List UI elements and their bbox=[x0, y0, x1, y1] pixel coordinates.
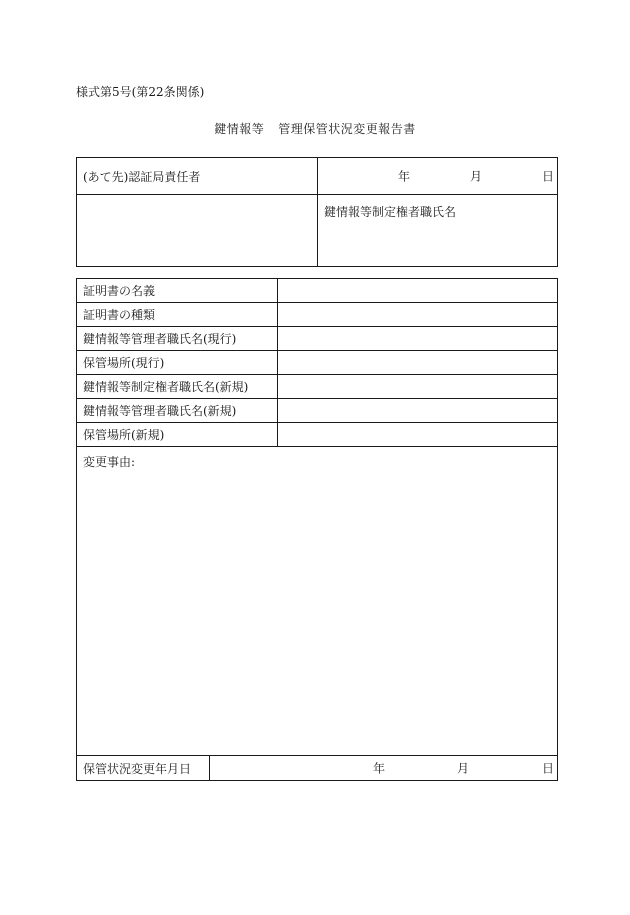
current-location-value[interactable] bbox=[278, 351, 558, 375]
current-manager-value[interactable] bbox=[278, 327, 558, 351]
document-title bbox=[0, 122, 630, 136]
detail-table bbox=[76, 278, 558, 781]
table-row bbox=[77, 351, 558, 375]
table-row bbox=[77, 399, 558, 423]
blank-cell bbox=[77, 195, 318, 267]
form-number: 様式第5号(第22条関係) bbox=[76, 85, 205, 99]
addressee-cell bbox=[77, 158, 318, 195]
table-row bbox=[77, 423, 558, 447]
table-row bbox=[77, 327, 558, 351]
new-authority-label: 鍵情報等制定権者職氏名(新規) bbox=[77, 375, 278, 399]
new-location-label: 保管場所(新規) bbox=[77, 423, 278, 447]
report-year-label: 年 bbox=[398, 169, 411, 184]
new-authority-value[interactable] bbox=[278, 375, 558, 399]
certificate-name-label: 証明書の名義 bbox=[77, 279, 278, 303]
change-date-cell[interactable] bbox=[210, 756, 558, 781]
table-row bbox=[77, 303, 558, 327]
change-date-label: 保管状況変更年月日 bbox=[77, 756, 210, 781]
header-table bbox=[76, 157, 558, 267]
change-reason-cell[interactable] bbox=[77, 447, 558, 756]
report-date-cell[interactable] bbox=[318, 158, 558, 195]
report-month-label: 月 bbox=[470, 169, 483, 184]
current-manager-label: 鍵情報等管理者職氏名(現行) bbox=[77, 327, 278, 351]
new-manager-label: 鍵情報等管理者職氏名(新規) bbox=[77, 399, 278, 423]
change-month-label: 月 bbox=[457, 761, 470, 776]
current-location-label: 保管場所(現行) bbox=[77, 351, 278, 375]
authority-label: 鍵情報等制定権者職氏名 bbox=[324, 205, 457, 219]
title-part-2: 管理保管状況変更報告書 bbox=[278, 122, 416, 136]
change-year-label: 年 bbox=[373, 761, 386, 776]
table-row bbox=[77, 375, 558, 399]
new-location-value[interactable] bbox=[278, 423, 558, 447]
change-day-label: 日 bbox=[542, 761, 555, 776]
certificate-type-value[interactable] bbox=[278, 303, 558, 327]
authority-cell[interactable] bbox=[318, 195, 558, 267]
addressee-label: (あて先)認証局責任者 bbox=[83, 169, 201, 184]
table-row bbox=[77, 279, 558, 303]
title-part-1: 鍵情報等 bbox=[214, 122, 265, 136]
certificate-name-value[interactable] bbox=[278, 279, 558, 303]
new-manager-value[interactable] bbox=[278, 399, 558, 423]
certificate-type-label: 証明書の種類 bbox=[77, 303, 278, 327]
change-reason-label: 変更事由: bbox=[83, 455, 136, 469]
report-day-label: 日 bbox=[542, 169, 555, 184]
